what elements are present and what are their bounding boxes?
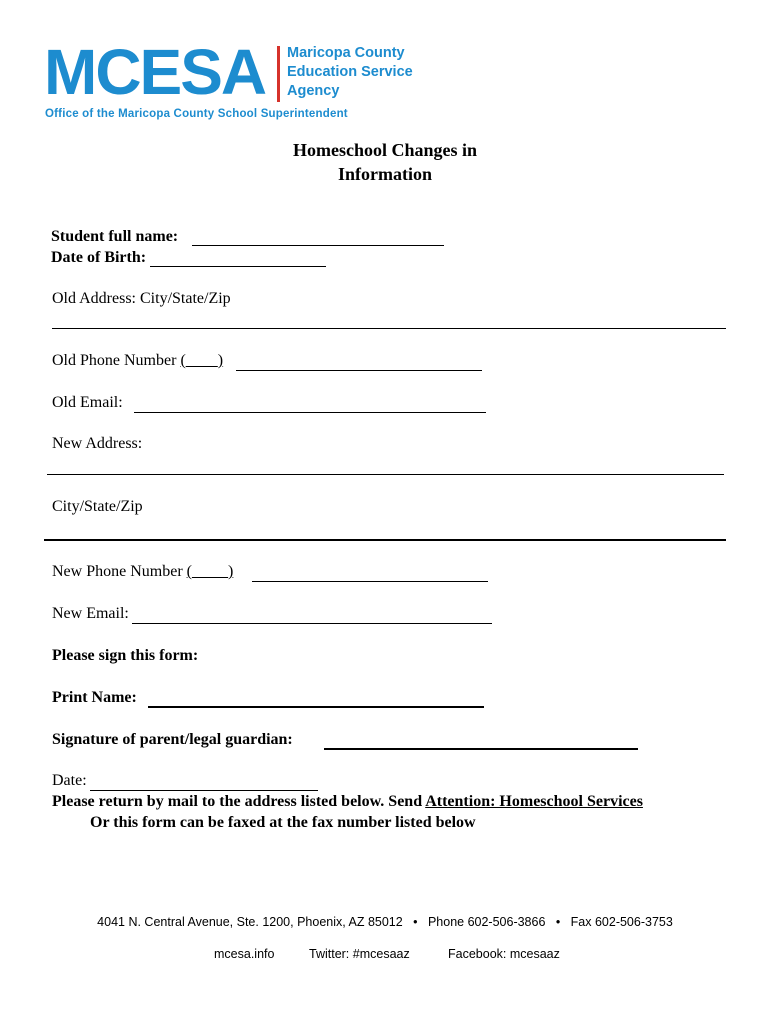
footer-address: 4041 N. Central Avenue, Ste. 1200, Phoenix, AZ 85012 — [97, 915, 403, 929]
return-text: Please return by mail to the address listed below. Send — [52, 793, 426, 810]
sign-prompt: Please sign this form: — [52, 647, 199, 664]
form-title-line-1: Homeschool Changes in — [292, 140, 478, 160]
footer-contact-line — [0, 915, 770, 929]
footer-twitter[interactable]: Twitter: #mcesaaz — [309, 947, 410, 961]
logo-tagline: Office of the Maricopa County School Superintendent — [45, 108, 348, 120]
date-field[interactable] — [90, 790, 318, 791]
signature-field[interactable] — [324, 748, 638, 750]
footer-facebook[interactable]: Facebook: mcesaaz — [448, 947, 560, 961]
old-phone-field[interactable] — [236, 370, 482, 371]
signature-label: Signature of parent/legal guardian: — [52, 731, 293, 748]
new-phone-field[interactable] — [252, 581, 488, 582]
footer-bullet-1: • — [413, 915, 418, 929]
footer-website[interactable]: mcesa.info — [214, 947, 275, 961]
agency-line-1: Maricopa County — [287, 45, 405, 61]
student-name-field[interactable] — [192, 245, 444, 246]
footer-phone: Phone 602-506-3866 — [427, 915, 546, 929]
return-instructions — [52, 793, 643, 811]
agency-line-2: Education Service — [287, 64, 413, 80]
date-label: Date: — [52, 772, 87, 789]
dob-field[interactable] — [150, 266, 326, 267]
logo-agency-name — [287, 44, 413, 101]
old-address-label: Old Address: City/State/Zip — [52, 290, 231, 307]
new-phone-area-code[interactable]: (_ ___) — [186, 563, 234, 580]
city-state-zip-field[interactable] — [44, 539, 726, 541]
new-email-label: New Email: — [52, 605, 129, 622]
old-phone-label-text: Old Phone Number — [52, 352, 177, 369]
new-address-label: New Address: — [52, 435, 143, 452]
old-email-field[interactable] — [134, 412, 486, 413]
form-title-line-2: Information — [338, 164, 432, 184]
logo-mcesa: MCESA — [44, 36, 266, 108]
print-name-field[interactable] — [148, 706, 484, 708]
dob-label: Date of Birth: — [51, 249, 147, 266]
agency-line-3: Agency — [287, 83, 340, 99]
new-email-field[interactable] — [132, 623, 492, 624]
footer-fax: Fax 602-506-3753 — [570, 915, 673, 929]
new-phone-label-text: New Phone Number — [52, 563, 183, 580]
new-phone-label — [52, 563, 233, 581]
print-name-label: Print Name: — [52, 689, 137, 706]
student-name-label: Student full name: — [51, 228, 179, 245]
old-phone-label — [52, 352, 223, 370]
footer-bullet-2: • — [555, 915, 561, 929]
old-phone-area-code[interactable]: (____) — [180, 352, 224, 369]
attention-text: Attention: Homeschool Services — [425, 793, 643, 810]
city-state-zip-label: City/State/Zip — [52, 498, 143, 515]
logo-divider — [277, 46, 280, 102]
new-address-field[interactable] — [47, 474, 724, 475]
old-email-label: Old Email: — [52, 394, 123, 411]
fax-instructions: Or this form can be faxed at the fax number listed below — [90, 814, 476, 831]
old-address-field[interactable] — [52, 328, 726, 329]
